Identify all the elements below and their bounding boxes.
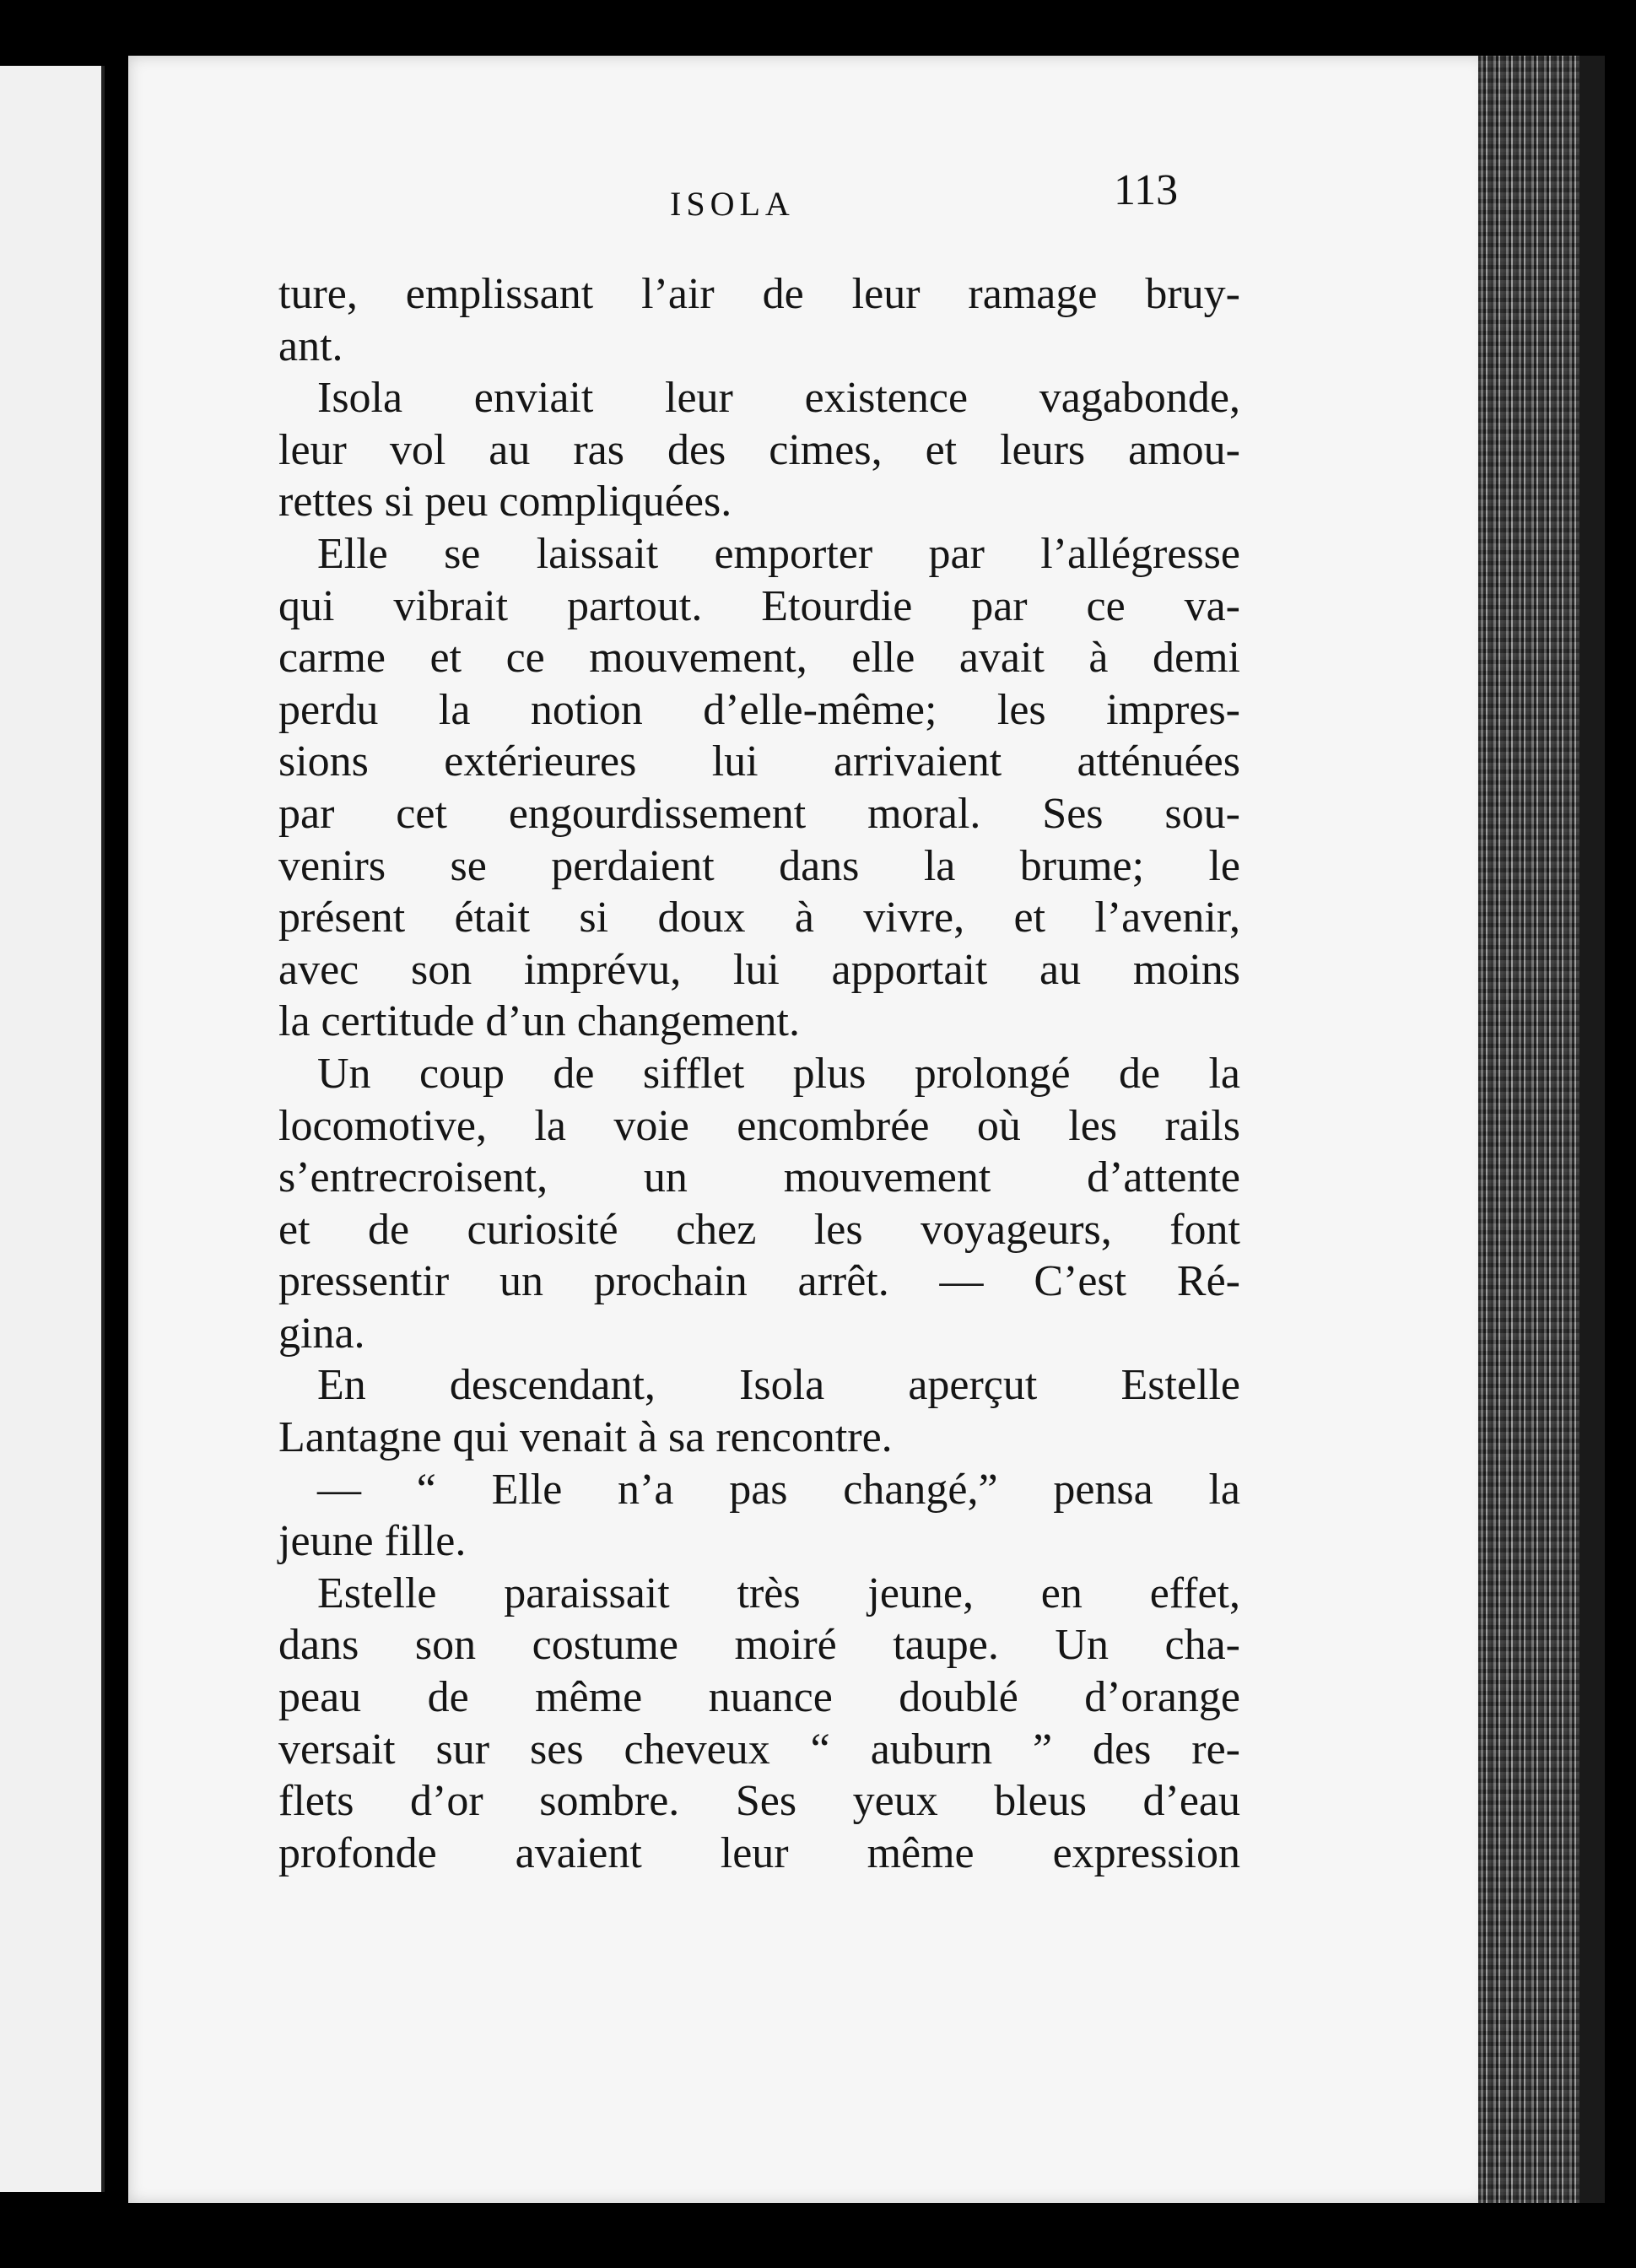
text-line: locomotive, la voie encombrée où les rails (278, 1101, 1240, 1150)
text-line: venirs se perdaient dans la brume; le (278, 841, 1240, 890)
text-line: profonde avaient leur même expression (278, 1828, 1240, 1877)
text-line: ant. (278, 321, 343, 370)
text-line: Un coup de sifflet plus prolongé de la (317, 1049, 1240, 1098)
text-line: versait sur ses cheveux “ auburn ” des re- (278, 1725, 1240, 1774)
text-line: ture, emplissant l’air de leur ramage bruy- (278, 270, 1240, 318)
text-line: qui vibrait partout. Etourdie par ce va- (278, 581, 1240, 630)
text-line: pressentir un prochain arrêt. — C’est Ré- (278, 1257, 1240, 1306)
text-line: avec son imprévu, lui apportait au moins (278, 945, 1240, 994)
text-line: la certitude d’un changement. (278, 997, 800, 1046)
text-line: sions extérieures lui arrivaient atténuées (278, 737, 1240, 786)
text-line: dans son costume moiré taupe. Un cha- (278, 1621, 1240, 1670)
text-line: carme et ce mouvement, elle avait à demi (278, 634, 1240, 683)
text-line: En descendant, Isola aperçut Estelle (317, 1361, 1240, 1410)
text-line: Lantagne qui venait à sa rencontre. (278, 1413, 893, 1462)
body-text (278, 268, 1240, 1879)
text-line: flets d’or sombre. Ses yeux bleus d’eau (278, 1777, 1240, 1826)
running-head: ISOLA (670, 185, 795, 223)
text-line: Estelle paraissait très jeune, en effet, (317, 1569, 1240, 1617)
text-line: s’entrecroisent, un mouvement d’attente (278, 1153, 1240, 1202)
text-line: par cet engourdissement moral. Ses sou- (278, 789, 1240, 838)
facing-page-edge (0, 66, 105, 2192)
text-line: — “ Elle n’a pas changé,” pensa la (317, 1465, 1240, 1514)
scan-border (1579, 56, 1605, 2203)
text-line: rettes si peu compliquées. (278, 478, 732, 526)
text-line: leur vol au ras des cimes, et leurs amou- (278, 425, 1240, 474)
text-line: et de curiosité chez les voyageurs, font (278, 1205, 1240, 1254)
page-number: 113 (1114, 166, 1179, 214)
text-line: Isola enviait leur existence vagabonde, (317, 374, 1240, 423)
text-line: perdu la notion d’elle-même; les impres- (278, 685, 1240, 734)
text-line: jeune fille. (278, 1517, 467, 1566)
page-block-edge (1478, 56, 1579, 2203)
text-line: peau de même nuance doublé d’orange (278, 1673, 1240, 1722)
text-line: présent était si doux à vivre, et l’avenir, (278, 894, 1240, 942)
text-line: Elle se laissait emporter par l’allégresse (317, 529, 1240, 578)
text-line: gina. (278, 1309, 365, 1358)
